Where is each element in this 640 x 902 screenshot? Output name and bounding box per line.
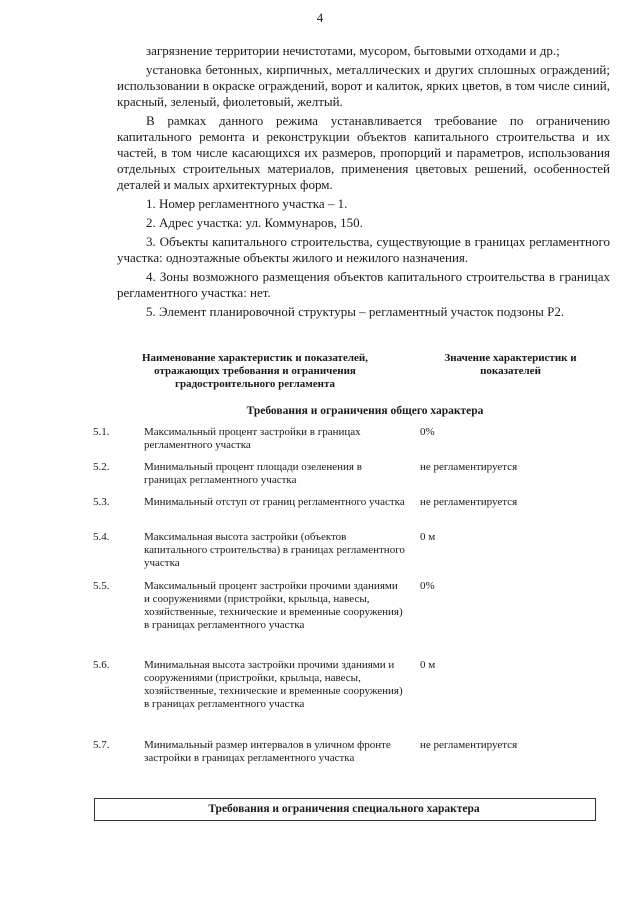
paragraph: 5. Элемент планировочной структуры – регламентный участок подзоны Р2. <box>146 304 565 319</box>
paragraph: установка бетонных, кирпичных, металлических и других сплошных ограждений; использовании в окраске ограждений, ворот и калиток, ярких цветов, в том числе синий, красный, зеленый, фиолетовый, желтый. <box>117 62 610 109</box>
paragraph: 4. Зоны возможного размещения объектов капитального строительства в границах регламентного участка: нет. <box>117 269 610 300</box>
table-header-value: Значение характеристик и показателей <box>444 352 577 377</box>
row-number: 5.1. <box>93 426 110 438</box>
row-name: Максимальная высота застройки (объектов капитального строительства) в границах регламентного участка <box>144 531 405 569</box>
row-value: не регламентируется <box>420 461 518 473</box>
paragraph: загрязнение территории нечистотами, мусором, бытовыми отходами и др.; <box>146 43 560 58</box>
row-value: не регламентируется <box>420 739 518 751</box>
row-number: 5.3. <box>93 496 110 508</box>
section-title-special: Требования и ограничения специального характера <box>208 803 480 815</box>
row-value: 0 м <box>420 531 436 543</box>
row-name: Минимальная высота застройки прочими зданиями и сооружениями (пристройки, крыльца, навесы, хозяйственные, технические и временные сооружения) в границах регламентного участка <box>144 659 403 710</box>
table-header-name: Наименование характеристик и показателей, отражающих требования и ограничения градостроительного регламента <box>141 352 368 390</box>
row-number: 5.5. <box>93 580 110 592</box>
paragraph: 2. Адрес участка: ул. Коммунаров, 150. <box>146 215 363 230</box>
row-value: 0% <box>420 580 435 592</box>
row-number: 5.4. <box>93 531 110 543</box>
row-name: Максимальный процент застройки прочими зданиями и сооружениями (пристройки, крыльца, навесы, хозяйственные, технические и временные сооружения) в границах регламентного участка <box>144 580 403 631</box>
row-value: не регламентируется <box>420 496 518 508</box>
body-text <box>117 43 610 323</box>
row-number: 5.6. <box>93 659 110 671</box>
row-value: 0 м <box>420 659 436 671</box>
paragraph: В рамках данного режима устанавливается требование по ограничению капитального ремонта и реконструкции объектов капитального строительства и их частей, в том числе касающихся их размеров, пропорций и параметров, использования отдельных строительных материалов, применения цветовых решений, особенностей деталей и малых архитектурных форм. <box>117 113 610 192</box>
section-title-general: Требования и ограничения общего характера <box>246 405 484 417</box>
row-value: 0% <box>420 426 435 438</box>
row-name: Максимальный процент застройки в границах регламентного участка <box>144 426 361 451</box>
row-number: 5.7. <box>93 739 110 751</box>
page-number: 4 <box>316 10 324 25</box>
row-number: 5.2. <box>93 461 110 473</box>
paragraph: 1. Номер регламентного участка – 1. <box>146 196 348 211</box>
row-name: Минимальный размер интервалов в уличном фронте застройки в границах регламентного участка <box>144 739 391 764</box>
paragraph: 3. Объекты капитального строительства, существующие в границах регламентного участка: одноэтажные объекты жилого и нежилого назначения. <box>117 234 610 265</box>
row-name: Минимальный процент площади озеленения в границах регламентного участка <box>144 461 362 486</box>
row-name: Минимальный отступ от границ регламентного участка <box>144 496 405 508</box>
